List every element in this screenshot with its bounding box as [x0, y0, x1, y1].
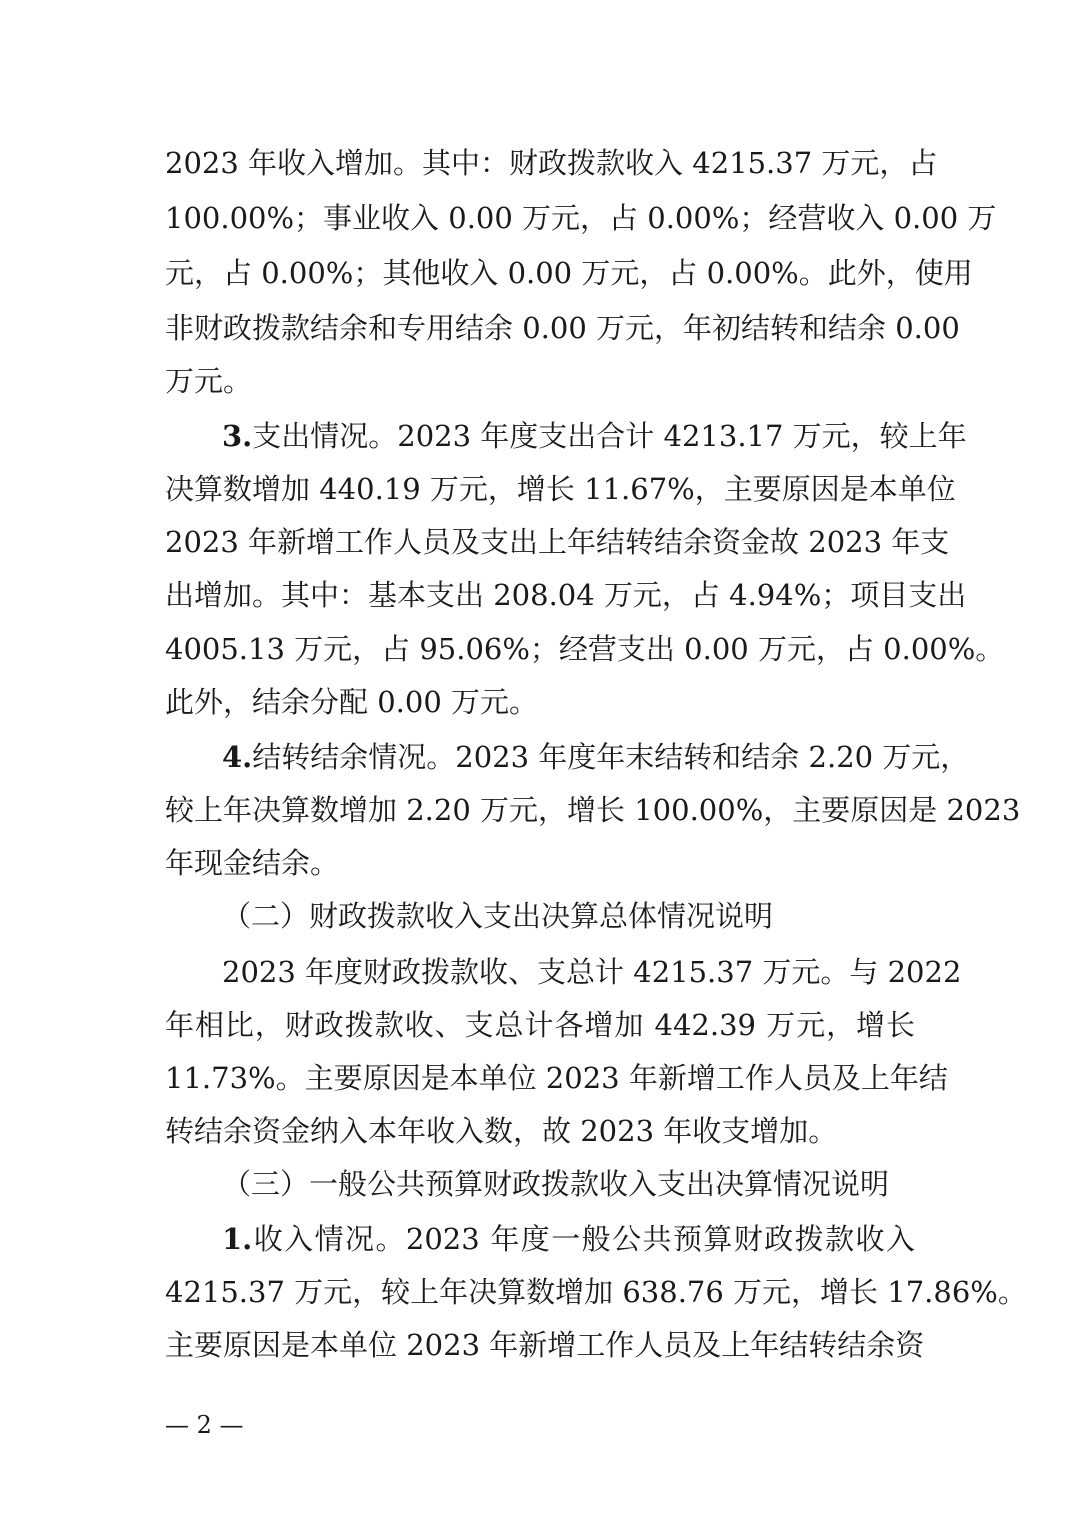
section-3-heading-line: 3.支出情况。2023 年度支出合计 4213.17 万元，较上年 — [222, 419, 967, 453]
paragraph-line: 2023 年新增工作人员及支出上年结转结余资金故 2023 年支 — [165, 525, 950, 559]
paragraph-line: 出增加。其中：基本支出 208.04 万元，占 4.94%；项目支出 — [165, 578, 967, 612]
paragraph-line: 11.73%。主要原因是本单位 2023 年新增工作人员及上年结 — [165, 1061, 948, 1095]
section-4-number: 4. — [222, 740, 253, 774]
paragraph-line: 此外，结余分配 0.00 万元。 — [165, 685, 539, 719]
subsection-heading-2: （二）财政拨款收入支出决算总体情况说明 — [222, 899, 774, 933]
paragraph-line: 2023 年度财政拨款收、支总计 4215.37 万元。与 2022 — [222, 955, 962, 989]
page-number: — 2 — — [165, 1411, 244, 1439]
paragraph-line: 较上年决算数增加 2.20 万元，增长 100.00%，主要原因是 2023 — [165, 793, 1021, 827]
paragraph-line: 万元。 — [165, 364, 253, 398]
paragraph-line: 非财政拨款结余和专用结余 0.00 万元，年初结转和结余 0.00 — [165, 311, 960, 345]
paragraph-line: 4005.13 万元，占 95.06%；经营支出 0.00 万元，占 0.00%。 — [165, 632, 1005, 666]
section-1-number: 1. — [222, 1222, 253, 1256]
paragraph-line: 年现金结余。 — [165, 846, 340, 880]
paragraph-line: 2023 年收入增加。其中：财政拨款收入 4215.37 万元，占 — [165, 146, 938, 180]
paragraph-line: 100.00%；事业收入 0.00 万元，占 0.00%；经营收入 0.00 万 — [165, 201, 997, 235]
subsection-heading-3: （三）一般公共预算财政拨款收入支出决算情况说明 — [222, 1167, 890, 1201]
section-1-heading-line: 1.收入情况。2023 年度一般公共预算财政拨款收入 — [222, 1222, 915, 1256]
paragraph-line: 4215.37 万元，较上年决算数增加 638.76 万元，增长 17.86%。 — [165, 1275, 1027, 1309]
paragraph-line: 元，占 0.00%；其他收入 0.00 万元，占 0.00%。此外，使用 — [165, 256, 973, 290]
section-3-number: 3. — [222, 419, 253, 453]
paragraph-line: 决算数增加 440.19 万元，增长 11.67%，主要原因是本单位 — [165, 472, 956, 506]
section-4-heading-line: 4.结转结余情况。2023 年度年末结转和结余 2.20 万元， — [222, 740, 970, 774]
paragraph-line: 转结余资金纳入本年收入数，故 2023 年收支增加。 — [165, 1114, 838, 1148]
paragraph-line: 主要原因是本单位 2023 年新增工作人员及上年结转结余资 — [165, 1328, 925, 1362]
paragraph-line: 年相比，财政拨款收、支总计各增加 442.39 万元，增长 — [165, 1008, 915, 1042]
